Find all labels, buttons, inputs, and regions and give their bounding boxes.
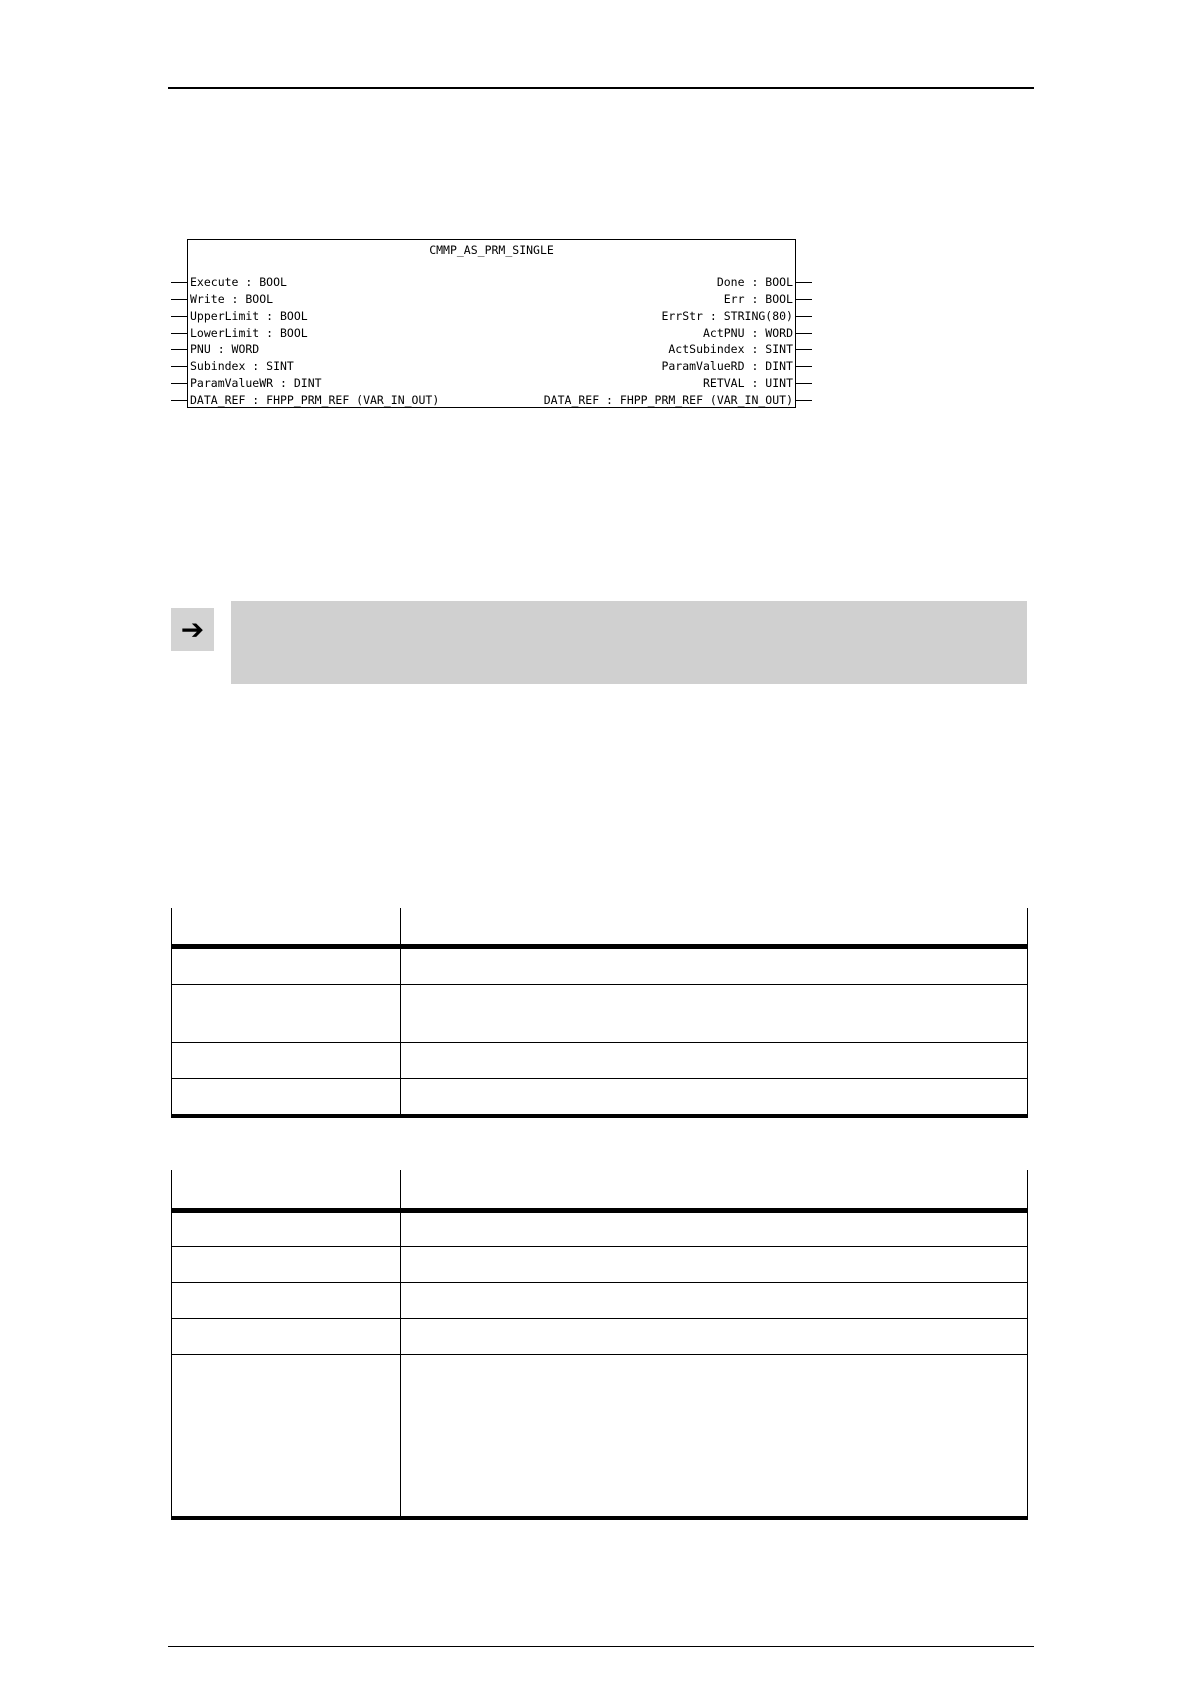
- output-data-ref: DATA_REF : FHPP_PRM_REF (VAR_IN_OUT): [543, 393, 793, 407]
- output-err-str: ErrStr : STRING(80): [661, 309, 793, 323]
- output-pin: [796, 349, 812, 350]
- header-rule: [168, 87, 1034, 89]
- output-pin: [796, 299, 812, 300]
- output-pin: [796, 366, 812, 367]
- parameter-table-inputs: [171, 908, 1028, 1118]
- table-row: [172, 1246, 1028, 1282]
- input-pnu: PNU : WORD: [190, 342, 260, 356]
- output-act-pnu: ActPNU : WORD: [702, 326, 793, 340]
- input-execute: Execute : BOOL: [190, 275, 287, 289]
- input-pin: [171, 400, 187, 401]
- output-done: Done : BOOL: [716, 275, 793, 289]
- note-box: [231, 601, 1027, 684]
- output-pin: [796, 282, 812, 283]
- input-pin: [171, 282, 187, 283]
- input-pin: [171, 316, 187, 317]
- output-pin: [796, 333, 812, 334]
- table-row: [172, 1210, 1028, 1246]
- parameter-table-outputs: [171, 1170, 1028, 1520]
- table-header-row: [172, 1170, 1028, 1210]
- table-row: [172, 946, 1028, 984]
- output-pin: [796, 316, 812, 317]
- function-block-diagram: [187, 239, 796, 408]
- input-upper-limit: UpperLimit : BOOL: [190, 309, 308, 323]
- table-row: [172, 1282, 1028, 1318]
- footer-rule: [168, 1646, 1034, 1647]
- table-row: [172, 1042, 1028, 1078]
- output-act-subindex: ActSubindex : SINT: [668, 342, 793, 356]
- input-param-value-wr: ParamValueWR : DINT: [190, 376, 322, 390]
- input-pin: [171, 299, 187, 300]
- output-param-value-rd: ParamValueRD : DINT: [661, 359, 793, 373]
- output-retval: RETVAL : UINT: [702, 376, 793, 390]
- output-pin: [796, 383, 812, 384]
- function-block-name: CMMP_AS_PRM_SINGLE: [429, 243, 554, 257]
- output-pin: [796, 400, 812, 401]
- input-write: Write : BOOL: [190, 292, 274, 306]
- input-pin: [171, 366, 187, 367]
- output-err: Err : BOOL: [723, 292, 793, 306]
- input-subindex: Subindex : SINT: [190, 359, 294, 373]
- table-row: [172, 1318, 1028, 1354]
- arrow-right-icon: ➔: [171, 608, 214, 651]
- input-data-ref: DATA_REF : FHPP_PRM_REF (VAR_IN_OUT): [190, 393, 440, 407]
- input-pin: [171, 349, 187, 350]
- table-header-row: [172, 908, 1028, 946]
- table-row: [172, 984, 1028, 1042]
- table-row: [172, 1354, 1028, 1518]
- table-row: [172, 1078, 1028, 1116]
- input-lower-limit: LowerLimit : BOOL: [190, 326, 308, 340]
- input-pin: [171, 333, 187, 334]
- input-pin: [171, 383, 187, 384]
